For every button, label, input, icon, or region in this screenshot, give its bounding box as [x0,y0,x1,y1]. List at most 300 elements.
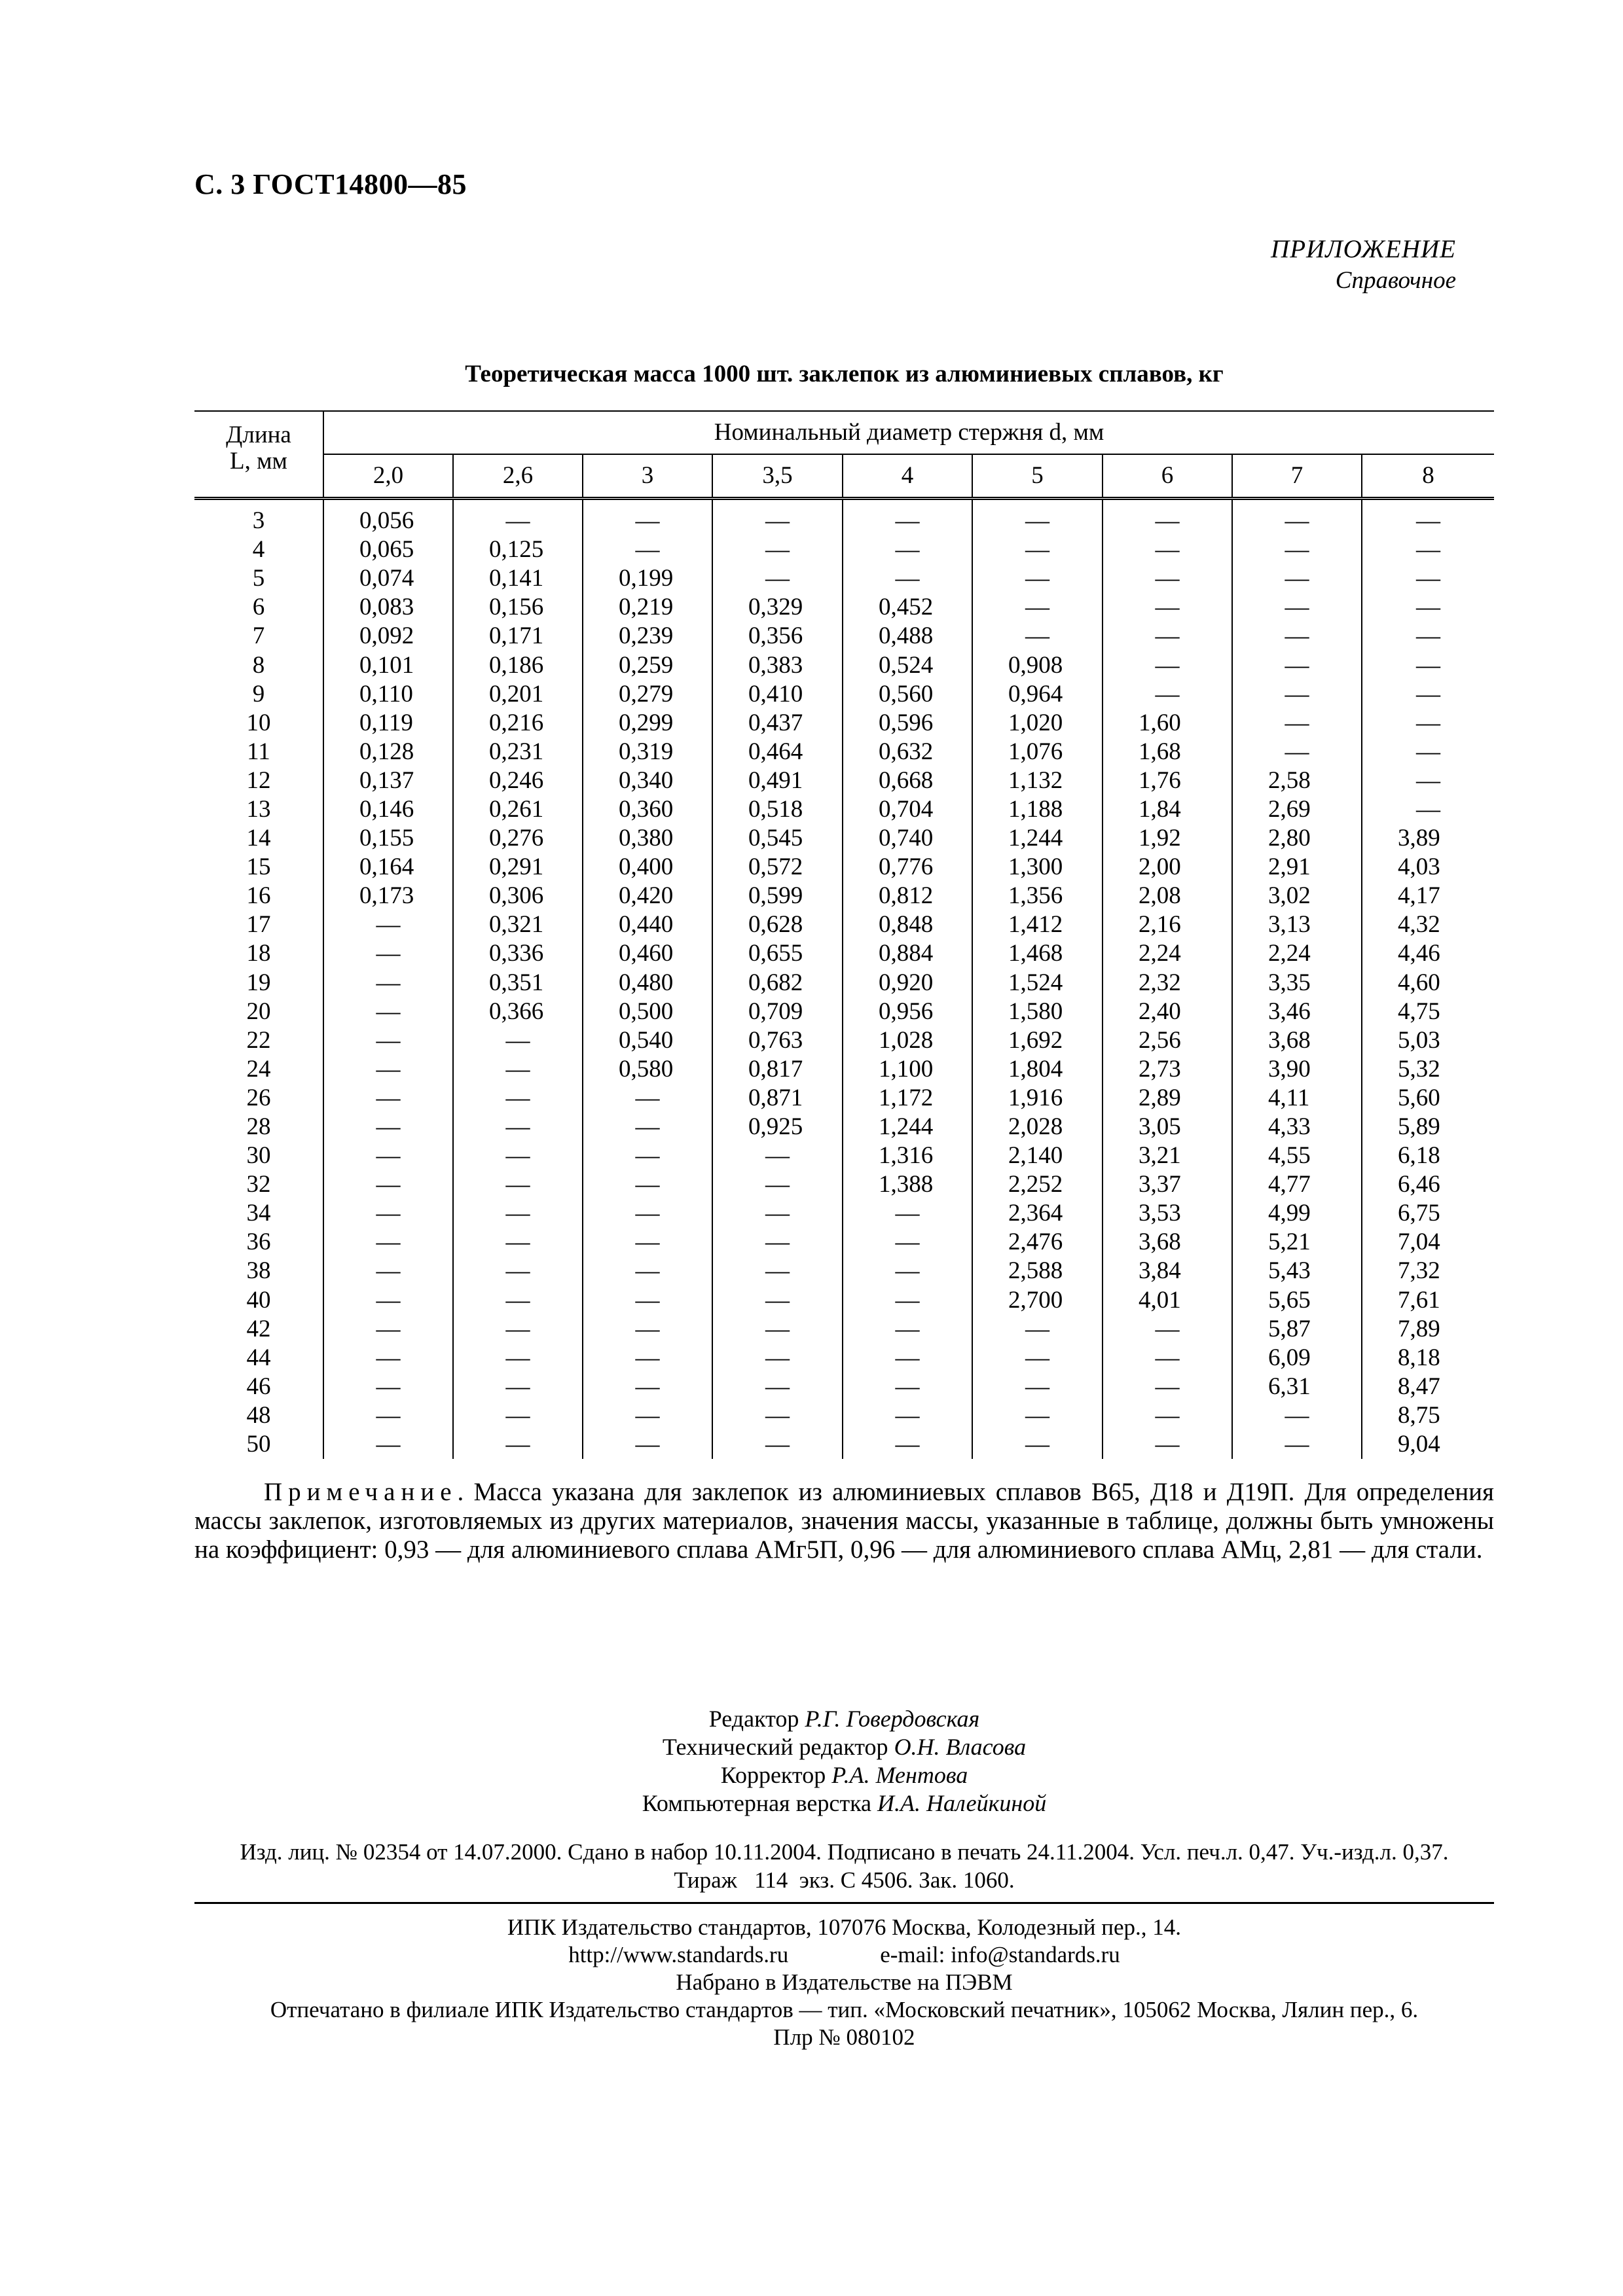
length-cell: 24 [246,1055,271,1083]
table-row [194,738,1494,766]
mass-cell: 0,239 [583,622,712,651]
length-header-unit: L, мм [230,448,287,475]
mass-cell: 0,709 [712,997,843,1026]
mass-cell: — [972,593,1103,622]
mass-cell: — [1362,593,1494,622]
mass-cell: 0,812 [843,882,972,910]
mass-cell: 1,028 [843,1026,972,1055]
length-cell: 9 [252,680,265,708]
mass-cell: 1,60 [1103,709,1232,738]
table-row [194,1170,1494,1199]
credit-name: О.Н. Власова [894,1734,1027,1760]
credit-role: Редактор [708,1706,799,1732]
diameter-value-header: 6 [1103,454,1232,499]
mass-cell: 4,60 [1362,969,1494,997]
mass-cell: 0,572 [712,853,843,882]
mass-cell: 0,580 [583,1055,712,1084]
mass-cell: 0,596 [843,709,972,738]
mass-cell: — [972,1430,1103,1459]
mass-cell: 0,763 [712,1026,843,1055]
mass-cell: — [323,1401,453,1430]
diameter-value-header: 8 [1362,454,1494,499]
table-row [194,910,1494,939]
mass-cell: 2,16 [1103,910,1232,939]
mass-cell: — [323,1430,453,1459]
mass-cell: 3,84 [1103,1257,1232,1285]
imprint-plr: Плр № 080102 [773,2024,915,2050]
mass-cell: 1,020 [972,709,1103,738]
diameter-value-header: 3,5 [712,454,843,499]
mass-cell: 3,53 [1103,1199,1232,1228]
mass-cell: 0,279 [583,680,712,709]
mass-cell: 0,524 [843,651,972,679]
mass-cell: — [843,1228,972,1257]
mass-cell: — [1362,499,1494,536]
mass-cell: 2,028 [972,1113,1103,1141]
mass-cell: — [453,1430,583,1459]
mass-cell: 0,092 [323,622,453,651]
mass-cell: 0,380 [583,824,712,853]
length-cell: 30 [246,1142,271,1170]
mass-cell: 1,300 [972,853,1103,882]
mass-cell: 0,299 [583,709,712,738]
mass-cell: — [1232,1430,1362,1459]
mass-cell: 0,491 [712,766,843,795]
credit-role: Корректор [720,1762,826,1788]
mass-cell: 2,24 [1103,939,1232,968]
note-text: . Масса указана для заклепок из алюминиевых сплавов В65, Д18 и Д19П. Для определения массы заклепок, изготовляемых из других материалов, значения массы, указанные в таблице, должны быть умножены на коэффициент: 0,93 — для алюминиевого сплава АМг5П, 0,96 — для алюминиевого сплава АМц, 2,81 — для стали. [194,1478,1494,1564]
mass-cell: 4,75 [1362,997,1494,1026]
mass-cell: 1,356 [972,882,1103,910]
mass-cell: — [583,1315,712,1344]
mass-cell: — [323,1257,453,1285]
mass-cell: — [583,1199,712,1228]
mass-cell: — [712,1170,843,1199]
mass-cell: 1,412 [972,910,1103,939]
length-cell: 8 [252,651,265,679]
mass-cell: — [712,1141,843,1170]
mass-cell: 0,410 [712,680,843,709]
credit-name: И.А. Налейкиной [877,1790,1047,1816]
length-cell: 42 [246,1315,271,1342]
mass-cell: 0,400 [583,853,712,882]
mass-cell: 2,140 [972,1141,1103,1170]
mass-cell: 0,776 [843,853,972,882]
mass-cell: 3,89 [1362,824,1494,853]
mass-cell: 0,164 [323,853,453,882]
mass-cell: — [1362,709,1494,738]
length-cell: 36 [246,1229,271,1256]
mass-cell: — [972,564,1103,593]
mass-cell: 0,682 [712,969,843,997]
mass-cell: — [1232,1401,1362,1430]
table-row [194,680,1494,709]
table-row [194,1113,1494,1141]
table-row [194,795,1494,824]
mass-cell: 8,75 [1362,1401,1494,1430]
mass-cell: — [453,1315,583,1344]
mass-cell: 0,366 [453,997,583,1026]
table-row [194,853,1494,882]
mass-cell: 1,132 [972,766,1103,795]
mass-cell: 3,05 [1103,1113,1232,1141]
mass-cell: 2,69 [1232,795,1362,824]
table-row [194,709,1494,738]
mass-cell: — [453,1026,583,1055]
mass-cell: — [843,1199,972,1228]
mass-cell: 0,920 [843,969,972,997]
mass-cell: 0,074 [323,564,453,593]
mass-cell: 1,244 [972,824,1103,853]
table-row [194,1401,1494,1430]
mass-cell: 0,437 [712,709,843,738]
table-row [194,1430,1494,1459]
mass-cell: 4,99 [1232,1199,1362,1228]
mass-cell: 3,46 [1232,997,1362,1026]
mass-cell: — [323,1372,453,1401]
mass-cell: 5,65 [1232,1286,1362,1315]
length-cell: 20 [246,997,271,1025]
mass-cell: — [1362,564,1494,593]
mass-cell: 4,33 [1232,1113,1362,1141]
mass-cell: 0,480 [583,969,712,997]
mass-cell: 0,704 [843,795,972,824]
mass-cell: — [843,564,972,593]
table-row [194,969,1494,997]
mass-cell: 6,31 [1232,1372,1362,1401]
mass-cell: 2,00 [1103,853,1232,882]
diameter-values-row [194,454,1494,499]
mass-cell: 0,156 [453,593,583,622]
mass-cell: — [1362,738,1494,766]
mass-cell: — [843,1430,972,1459]
mass-cell: 0,065 [323,535,453,564]
table-body [194,499,1494,1460]
imprint-typeset: Набрано в Издательстве на ПЭВМ [676,1969,1013,1995]
mass-cell: — [1103,1430,1232,1459]
length-cell: 18 [246,940,271,967]
diameter-value-header: 4 [843,454,972,499]
mass-cell: 0,460 [583,939,712,968]
mass-cell: 0,884 [843,939,972,968]
mass-cell: 0,632 [843,738,972,766]
mass-cell: — [323,910,453,939]
mass-cell: 0,500 [583,997,712,1026]
mass-cell: — [583,1141,712,1170]
mass-cell: — [323,1344,453,1372]
length-cell: 50 [246,1431,271,1458]
mass-cell: — [1362,651,1494,679]
publication-line-2: Тираж 114 экз. С 4506. Зак. 1060. [674,1867,1015,1893]
mass-cell: 5,32 [1362,1055,1494,1084]
length-cell: 38 [246,1257,271,1285]
mass-cell: — [583,499,712,536]
mass-cell: 5,87 [1232,1315,1362,1344]
length-cell: 16 [246,882,271,910]
mass-cell: 6,09 [1232,1344,1362,1372]
mass-cell: 6,75 [1362,1199,1494,1228]
table-row [194,1315,1494,1344]
mass-cell: 0,356 [712,622,843,651]
mass-cell: — [323,1286,453,1315]
table-title: Теоретическая масса 1000 шт. заклепок из алюминиевых сплавов, кг [465,361,1224,387]
mass-cell: 9,04 [1362,1430,1494,1459]
mass-cell: — [972,1401,1103,1430]
mass-cell: — [843,535,972,564]
mass-cell: — [1103,564,1232,593]
mass-cell: 1,188 [972,795,1103,824]
mass-cell: — [712,1430,843,1459]
mass-cell: 2,588 [972,1257,1103,1285]
table-row [194,1199,1494,1228]
mass-cell: 1,692 [972,1026,1103,1055]
mass-cell: 4,11 [1232,1084,1362,1113]
credit-name: Р.А. Ментова [831,1762,968,1788]
credit-line [194,1705,1494,1733]
appendix-label [1271,234,1456,295]
mass-cell: 1,84 [1103,795,1232,824]
mass-cell: — [843,1286,972,1315]
mass-cell: — [972,622,1103,651]
table-row [194,1344,1494,1372]
mass-cell: — [323,1141,453,1170]
mass-cell: 0,276 [453,824,583,853]
mass-cell: 3,68 [1103,1228,1232,1257]
mass-cell: — [972,499,1103,536]
mass-cell: 0,545 [712,824,843,853]
mass-cell: — [843,1344,972,1372]
appendix-type: Справочное [1335,267,1456,294]
mass-cell: — [453,1286,583,1315]
mass-cell: — [1362,795,1494,824]
diameter-value-header: 5 [972,454,1103,499]
mass-cell: 0,518 [712,795,843,824]
length-cell: 46 [246,1372,271,1400]
mass-cell: 0,655 [712,939,843,968]
mass-cell: — [453,1084,583,1113]
diameter-value-header: 7 [1232,454,1362,499]
mass-cell: — [1103,1372,1232,1401]
mass-cell: 4,46 [1362,939,1494,968]
mass-cell: 0,199 [583,564,712,593]
imprint-block [194,1914,1494,2051]
mass-cell: 0,246 [453,766,583,795]
mass-cell: — [1103,535,1232,564]
mass-cell: — [712,1257,843,1285]
imprint-website: http://www.standards.ru [568,1942,789,1967]
mass-cell: — [712,1228,843,1257]
mass-cell: 0,141 [453,564,583,593]
mass-cell: 2,40 [1103,997,1232,1026]
table-row [194,1228,1494,1257]
length-cell: 10 [246,709,271,736]
mass-cell: — [1232,535,1362,564]
mass-cell: — [453,1228,583,1257]
table-row [194,499,1494,536]
mass-cell: 0,155 [323,824,453,853]
mass-cell: — [1103,593,1232,622]
appendix-title: ПРИЛОЖЕНИЕ [1271,235,1456,263]
mass-cell: — [712,535,843,564]
mass-cell: 0,848 [843,910,972,939]
mass-cell: — [1103,1315,1232,1344]
length-cell: 40 [246,1286,271,1314]
mass-cell: 3,37 [1103,1170,1232,1199]
publication-info [194,1838,1494,1894]
table-row [194,1141,1494,1170]
mass-cell: — [843,499,972,536]
diameter-value-header: 2,6 [453,454,583,499]
table-row [194,1286,1494,1315]
mass-cell: — [453,1344,583,1372]
mass-cell: — [323,1084,453,1113]
mass-cell: — [843,1372,972,1401]
length-cell: 15 [246,853,271,881]
horizontal-divider [194,1902,1494,1904]
mass-cell: 1,524 [972,969,1103,997]
mass-cell: — [1232,680,1362,709]
mass-cell: — [972,1315,1103,1344]
length-cell: 28 [246,1113,271,1141]
mass-cell: 0,110 [323,680,453,709]
mass-cell: 4,32 [1362,910,1494,939]
mass-cell: 0,137 [323,766,453,795]
table-row [194,535,1494,564]
table-row [194,1372,1494,1401]
mass-cell: 1,580 [972,997,1103,1026]
mass-cell: — [712,564,843,593]
table-note [194,1478,1494,1564]
length-cell: 32 [246,1171,271,1198]
mass-cell: 0,668 [843,766,972,795]
mass-cell: 4,17 [1362,882,1494,910]
credit-line [194,1789,1494,1818]
mass-cell: — [323,1170,453,1199]
length-cell: 4 [252,536,265,564]
mass-cell: — [453,1113,583,1141]
mass-cell: 7,61 [1362,1286,1494,1315]
mass-cell: — [972,1372,1103,1401]
mass-cell: — [1103,499,1232,536]
mass-cell: 0,540 [583,1026,712,1055]
length-cell: 48 [246,1401,271,1429]
mass-cell: 0,360 [583,795,712,824]
imprint-email: e-mail: info@standards.ru [880,1942,1120,1967]
mass-cell: 0,925 [712,1113,843,1141]
mass-cell: 0,488 [843,622,972,651]
mass-cell: — [323,969,453,997]
mass-cell: — [453,1055,583,1084]
credit-line [194,1733,1494,1761]
mass-cell: 0,101 [323,651,453,679]
mass-cell: — [323,1228,453,1257]
mass-cell: — [323,1199,453,1228]
mass-cell: — [583,1401,712,1430]
mass-cell: — [712,1315,843,1344]
imprint-printed: Отпечатано в филиале ИПК Издательство стандартов — тип. «Московский печатник», 105062 Москва, Лялин пер., 6. [270,1997,1419,2022]
mass-cell: — [1362,622,1494,651]
mass-cell: 2,73 [1103,1055,1232,1084]
mass-cell: 0,083 [323,593,453,622]
mass-cell: 0,306 [453,882,583,910]
length-cell: 3 [252,507,265,535]
mass-cell: 0,560 [843,680,972,709]
mass-cell: — [1362,766,1494,795]
mass-cell: — [1232,738,1362,766]
mass-cell: 2,08 [1103,882,1232,910]
mass-cell: 1,916 [972,1084,1103,1113]
mass-cell: — [583,535,712,564]
mass-cell: 1,76 [1103,766,1232,795]
credit-line [194,1761,1494,1789]
publication-line-1: Изд. лиц. № 02354 от 14.07.2000. Сдано в набор 10.11.2004. Подписано в печать 24.11.2004. Усл. печ.л. 0,47. Уч.-изд.л. 0,37. [240,1839,1449,1865]
mass-cell: 2,700 [972,1286,1103,1315]
mass-cell: 0,440 [583,910,712,939]
mass-cell: 7,89 [1362,1315,1494,1344]
length-cell: 13 [246,795,271,823]
mass-cell: — [1103,1344,1232,1372]
mass-cell: 5,89 [1362,1113,1494,1141]
credit-role: Технический редактор [662,1734,888,1760]
mass-cell: 2,476 [972,1228,1103,1257]
mass-cell: 4,01 [1103,1286,1232,1315]
mass-cell: 0,173 [323,882,453,910]
mass-cell: 8,18 [1362,1344,1494,1372]
mass-cell: 5,60 [1362,1084,1494,1113]
table-row [194,651,1494,679]
length-cell: 19 [246,969,271,996]
length-header-word: Длина [226,422,291,448]
mass-cell: 4,03 [1362,853,1494,882]
mass-cell: 0,599 [712,882,843,910]
mass-cell: 3,02 [1232,882,1362,910]
length-cell: 26 [246,1084,271,1111]
mass-cell: — [1362,535,1494,564]
mass-cell: 2,252 [972,1170,1103,1199]
table-row [194,882,1494,910]
mass-cell: 2,364 [972,1199,1103,1228]
mass-cell: 1,468 [972,939,1103,968]
table-row [194,1026,1494,1055]
mass-cell: — [972,1344,1103,1372]
page-header: С. 3 ГОСТ14800—85 [194,168,467,200]
length-cell: 6 [252,594,265,621]
mass-cell: — [583,1113,712,1141]
diameter-value-header: 3 [583,454,712,499]
mass-cell: 0,628 [712,910,843,939]
mass-cell: — [453,499,583,536]
mass-cell: 3,90 [1232,1055,1362,1084]
mass-cell: 2,91 [1232,853,1362,882]
credits-block [194,1705,1494,1818]
table-row [194,622,1494,651]
mass-cell: — [453,1141,583,1170]
mass-cell: 1,172 [843,1084,972,1113]
mass-cell: 0,319 [583,738,712,766]
mass-cell: — [712,1372,843,1401]
mass-cell: 1,244 [843,1113,972,1141]
mass-cell: — [1232,499,1362,536]
length-cell: 14 [246,825,271,852]
mass-cell: 3,68 [1232,1026,1362,1055]
mass-cell: 5,03 [1362,1026,1494,1055]
diameter-value-header: 2,0 [373,462,404,489]
table-row [194,1055,1494,1084]
mass-cell: — [1103,1401,1232,1430]
mass-cell: — [1103,651,1232,679]
mass-cell: 0,452 [843,593,972,622]
mass-cell: 0,321 [453,910,583,939]
